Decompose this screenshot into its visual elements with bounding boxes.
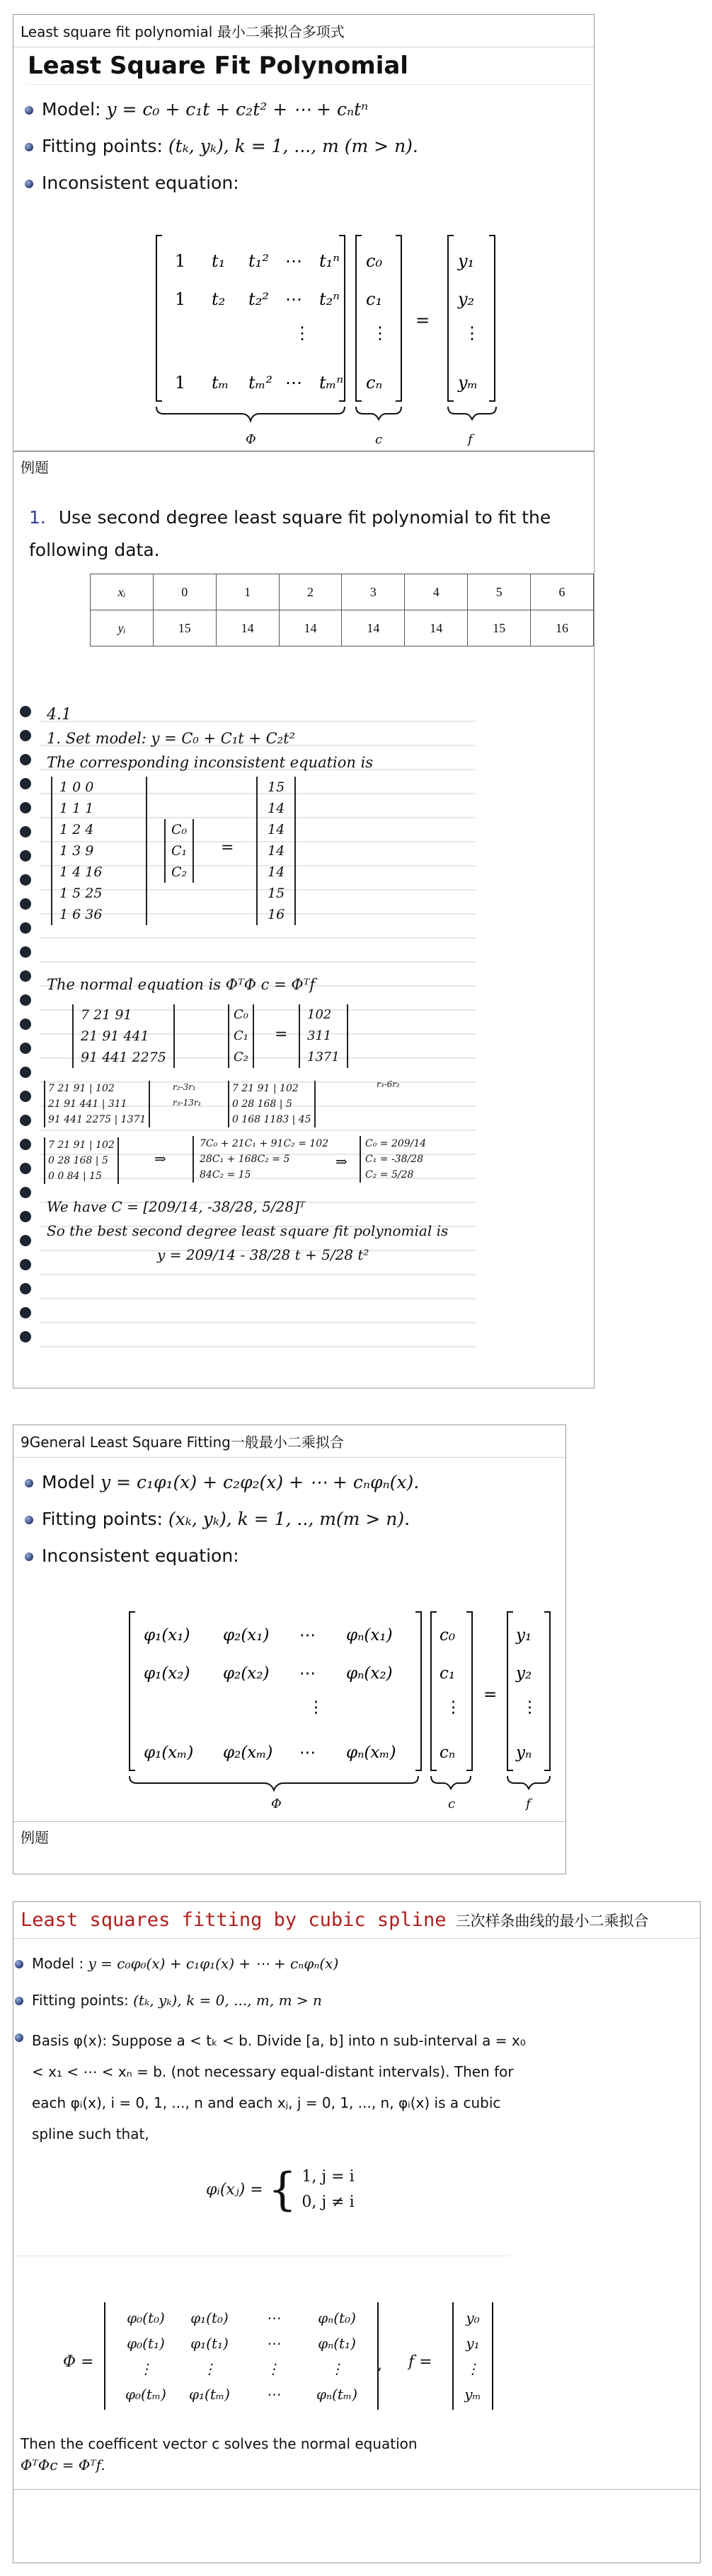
slide-title: Least Square Fit Polynomial (28, 52, 594, 85)
hw-best-fit-text: So the best second degree least square fit polynomial is (47, 1222, 449, 1239)
matrix-cell: ⋮ (202, 2360, 217, 2377)
svg-text:=: = (415, 311, 430, 330)
hw-vector-entry: 16 (268, 907, 285, 922)
hw-matrix-row: 21 91 441 (81, 1028, 149, 1044)
hw-matrix-row: 1 1 1 (59, 801, 94, 816)
matrix-cell: φₙ(t₀) (318, 2309, 356, 2326)
svg-text:c₁: c₁ (440, 1664, 456, 1683)
svg-text:⋯: ⋯ (299, 1626, 316, 1644)
table-cell: 14 (342, 610, 405, 646)
svg-text:φₙ(xₘ): φₙ(xₘ) (346, 1744, 396, 1762)
model-bullet: Model y = c₁φ₁(x) + c₂φ₂(x) + ⋯ + cₙφₙ(x). (23, 1470, 565, 1495)
bullet-list (13, 98, 594, 195)
fitting-points-bullet: Fitting points: (xₖ, yₖ), k = 1, .., m(m > n). (23, 1507, 565, 1531)
svg-text:⋮: ⋮ (522, 1698, 538, 1717)
svg-text:t₂ⁿ: t₂ⁿ (319, 289, 340, 309)
hw-matrix-row: 1 4 16 (59, 864, 103, 880)
table-row (91, 610, 594, 646)
svg-text:tₘ²: tₘ² (248, 373, 272, 393)
binding-hole (20, 1163, 31, 1174)
hw-system-line: 28C₁ + 168C₂ = 5 (200, 1154, 290, 1165)
svg-text:⋯: ⋯ (299, 1664, 316, 1683)
hw-vector-entry: C₂ (171, 864, 188, 880)
svg-text:=: = (483, 1686, 498, 1704)
matrix-cell: φ₀(t₁) (127, 2335, 165, 2352)
table-cell: 14 (405, 610, 468, 646)
table-cell: 3 (342, 574, 405, 610)
hw-matrix-row: 1 6 36 (59, 907, 103, 922)
hw-system-line: 7C₀ + 21C₁ + 91C₂ = 102 (200, 1138, 329, 1149)
matrix-cell: φₙ(tₘ) (316, 2386, 358, 2403)
piecewise-lhs: φᵢ(xⱼ) = (206, 2181, 263, 2199)
table-cell: 5 (468, 574, 531, 610)
hw-vector-entry: C₁ (234, 1028, 248, 1043)
hw-matrix-row: 7 21 91 | 102 (48, 1083, 115, 1094)
svg-text:1: 1 (175, 373, 186, 393)
hw-system-line: 84C₂ = 15 (200, 1169, 251, 1180)
hw-vector-entry: 15 (268, 886, 285, 901)
hw-matrix-row: 7 21 91 | 102 (48, 1139, 115, 1151)
hw-set-model: 1. Set model: y = C₀ + C₁t + C₂t² (47, 730, 295, 747)
binding-hole (20, 778, 31, 789)
svg-text:y₂: y₂ (516, 1664, 532, 1683)
hw-vector-entry: 14 (268, 822, 285, 837)
hw-augmented-2 (228, 1081, 316, 1127)
hw-rhs-vector (299, 1004, 348, 1068)
binding-hole (20, 994, 31, 1006)
slide-cubic-spline-fit: Least squares fitting by cubic spline 三次样条曲线的最小二乘拟合 Model : y = c₀φ₀(x) + c₁φ₁(x) + ⋯ + cₙφₙ(x) Fitting points: (tₖ, yₖ), k = 0, ..., m, m > n Basis φ(x): Suppose a < tₖ < b. Divide [a, b] into n sub-interval a = x₀ < x₁ < ⋯ < xₙ = b. (not necessary equal-distant intervals). Then for each φᵢ(x), i = 0, 1, ..., n and each xⱼ, j = 0, 1, ..., n, φᵢ(x) is a cubic spline such that, φᵢ(xⱼ) = { 1, j = i 0, j ≠ i Φ = φ₀(t₀) φ₁(t₀) ⋯ φₙ(t₀) φ₀(t₁) φ₁(t₁) ⋯ φₙ(t₁) ⋮ ⋮ ⋮ ⋮ φ₀(tₘ) φ₁(tₘ) ⋯ φₙ(tₘ) , f = y₀ y₁ ⋮ yₘ Then the coefficent vector c solves the normal equation ΦᵀΦc = Φᵀf. (13, 1901, 701, 2563)
vector-entry: yₘ (464, 2386, 481, 2403)
inconsistent-bullet: Inconsistent equation: (23, 171, 594, 195)
binding-hole (20, 1043, 31, 1054)
table-cell: 4 (405, 574, 468, 610)
svg-text:c₀: c₀ (366, 251, 383, 271)
hw-vector-entry: 15 (268, 779, 285, 795)
hw-matrix-row: 1 5 25 (59, 886, 103, 901)
hw-matrix-row: 7 21 91 | 102 (232, 1083, 299, 1094)
matrix-cell: φ₁(t₀) (190, 2309, 229, 2326)
svg-text:φ₂(x₂): φ₂(x₂) (223, 1664, 270, 1683)
svg-text:cₙ: cₙ (440, 1744, 456, 1762)
hw-matrix-row: 0 168 1183 | 45 (232, 1114, 311, 1125)
table-cell: 16 (531, 610, 594, 646)
binding-hole (20, 1331, 31, 1342)
svg-text:⋯: ⋯ (299, 1744, 316, 1762)
svg-text:t₂: t₂ (212, 289, 226, 309)
svg-text:⋮: ⋮ (308, 1698, 324, 1717)
matrix-row (114, 2356, 369, 2381)
svg-text:φ₂(x₁): φ₂(x₁) (223, 1626, 270, 1644)
svg-text:φₙ(x₁): φₙ(x₁) (346, 1626, 393, 1644)
f-underbrace-label: f (468, 432, 473, 447)
matrix-cell: φ₀(t₀) (127, 2309, 165, 2326)
problem-text: Use second degree least square fit polynomial to fit the following data. (29, 507, 551, 560)
hw-vector-entry: 102 (307, 1007, 332, 1022)
title-en: Least squares fitting by cubic spline (21, 1909, 447, 1931)
svg-text:⋮: ⋮ (294, 323, 311, 343)
f-label: f = (408, 2353, 432, 2371)
hw-matrix-row: 91 441 2275 (81, 1050, 166, 1065)
hw-solution (360, 1136, 426, 1183)
svg-text:φ₁(xₘ): φ₁(xₘ) (144, 1744, 194, 1762)
matrix-row (114, 2381, 369, 2407)
hw-matrix-row: 21 91 441 | 311 (48, 1098, 127, 1110)
matrix-cell: ⋯ (266, 2335, 280, 2352)
table-cell: 1 (216, 574, 279, 610)
hw-arrow: ⇒ (154, 1150, 166, 1167)
example-label: 例题 (13, 1821, 565, 1851)
matrix-row (114, 2331, 369, 2356)
hw-solution-line: C₁ = -38/28 (365, 1154, 424, 1165)
hw-vector-entry: 311 (307, 1028, 332, 1043)
vector-entry: ⋮ (466, 2360, 480, 2377)
example-label: 例题 (21, 459, 49, 476)
binding-hole (20, 898, 31, 910)
svg-text:t₁²: t₁² (248, 251, 269, 271)
matrix-equation (13, 1595, 567, 1821)
hw-matrix-row: 0 28 168 | 5 (232, 1098, 292, 1110)
f-underbrace-label: f (526, 1797, 531, 1811)
c-underbrace-label: c (375, 432, 383, 447)
hw-solution-line: C₂ = 5/28 (365, 1169, 414, 1180)
fitting-points-bullet: Fitting points: (tₖ, yₖ), k = 1, ..., m (m > n). (23, 134, 594, 158)
matrix-cell: ⋯ (266, 2309, 280, 2326)
hw-we-have: We have C = [209/14, -38/28, 5/28]ᵀ (47, 1198, 306, 1215)
svg-text:t₂²: t₂² (248, 289, 269, 309)
matrix-cell: φ₀(tₘ) (125, 2386, 166, 2403)
table-cell: 0 (153, 574, 216, 610)
binding-hole (20, 802, 31, 813)
c-underbrace-label: c (448, 1797, 456, 1811)
hw-vector-entry: 14 (268, 843, 285, 859)
svg-text:c₁: c₁ (366, 289, 383, 309)
conclusion-text: Then the coefficent vector c solves the normal equation (21, 2435, 418, 2452)
matrix-cell: ⋮ (139, 2360, 153, 2377)
table-cell: 6 (531, 574, 594, 610)
hw-equals: = (275, 1026, 288, 1043)
hw-c-vector (164, 819, 194, 883)
phi-underbrace-label: Φ (271, 1797, 282, 1811)
hw-matrix-row: 0 28 168 | 5 (48, 1155, 108, 1166)
svg-text:c₀: c₀ (440, 1626, 456, 1644)
divider (13, 2489, 700, 2490)
binding-hole (20, 1019, 31, 1030)
hw-vector-entry: C₀ (234, 1007, 248, 1022)
hw-matrix-row: 1 2 4 (59, 822, 94, 837)
binding-hole (20, 922, 31, 934)
svg-text:⋯: ⋯ (285, 251, 302, 271)
phi-underbrace-label: Φ (246, 432, 256, 447)
svg-text:t₁ⁿ: t₁ⁿ (319, 251, 340, 271)
binding-hole (20, 706, 31, 717)
hw-section-number: 4.1 (47, 706, 71, 724)
binding-hole (20, 946, 31, 958)
piecewise-case-2: 0, j ≠ i (302, 2193, 355, 2211)
problem-number: 1. (29, 507, 46, 528)
svg-text:tₘ: tₘ (212, 373, 229, 393)
model-bullet: Model : y = c₀φ₀(x) + c₁φ₁(x) + ⋯ + cₙφₙ(x) (13, 1951, 700, 1975)
svg-text:t₁: t₁ (212, 251, 226, 271)
basis-bullet: Basis φ(x): Suppose a < tₖ < b. Divide [a, b] into n sub-interval a = x₀ < x₁ < ⋯ < xₙ = b. (not necessary equal-distant intervals). Then for each φᵢ(x), i = 0, 1, ..., n and each xⱼ, j = 0, 1, ..., n, φᵢ(x) is a cubic spline such that, (13, 2025, 527, 2149)
hw-row-ops (173, 1079, 201, 1110)
hw-vector-entry: C₀ (171, 822, 188, 837)
bullet-list (13, 1470, 565, 1568)
hw-augmented-1 (44, 1081, 150, 1127)
hw-vector-entry: 14 (268, 864, 285, 880)
binding-hole (20, 1211, 31, 1222)
hw-normal-matrix (72, 1004, 175, 1068)
hw-f-vector (256, 777, 296, 925)
svg-text:yₙ: yₙ (516, 1744, 532, 1762)
binding-hole (20, 826, 31, 837)
row-header-y: yᵢ (91, 610, 154, 646)
hw-matrix-row: 0 0 84 | 15 (48, 1171, 102, 1182)
svg-text:⋮: ⋮ (464, 323, 481, 343)
hw-op: r₂-3r₁ (173, 1082, 196, 1092)
svg-text:1: 1 (175, 289, 186, 309)
slide-polynomial-fit (13, 14, 595, 451)
matrix-cell: φ₁(tₘ) (189, 2386, 230, 2403)
matrix-cell: φ₁(t₁) (190, 2335, 229, 2352)
binding-hole (20, 730, 31, 741)
binding-hole (20, 970, 31, 982)
binding-hole (20, 850, 31, 861)
hw-normal-equation-text: The normal equation is ΦᵀΦ c = Φᵀf (47, 976, 316, 993)
table-row (91, 574, 594, 610)
vector-entry: y₁ (466, 2335, 480, 2352)
hw-matrix-row: 7 21 91 (81, 1007, 132, 1023)
svg-text:1: 1 (175, 251, 186, 271)
svg-text:y₁: y₁ (516, 1626, 532, 1644)
binding-hole (20, 1187, 31, 1198)
hw-vector-entry: C₁ (171, 843, 188, 859)
hw-linear-system (193, 1136, 328, 1183)
svg-text:yₘ: yₘ (458, 373, 478, 393)
vector-entry: y₀ (466, 2309, 480, 2326)
hw-augmented-3 (44, 1137, 119, 1184)
svg-text:φ₁(x₁): φ₁(x₁) (144, 1626, 190, 1644)
phi-matrix (104, 2302, 379, 2410)
matrix-cell: ⋮ (330, 2360, 344, 2377)
binding-hole (20, 1067, 31, 1078)
svg-text:φₙ(x₂): φₙ(x₂) (346, 1664, 393, 1683)
binding-hole (20, 1259, 31, 1270)
data-table (90, 574, 594, 646)
table-cell: 14 (279, 610, 342, 646)
svg-text:y₂: y₂ (458, 289, 475, 309)
table-cell: 15 (468, 610, 531, 646)
hw-vector-entry: 1371 (307, 1050, 340, 1064)
svg-text:y₁: y₁ (458, 251, 475, 271)
hw-op: r₃-13r₁ (173, 1098, 202, 1108)
hw-matrix-row: 91 441 2275 | 1371 (48, 1114, 147, 1125)
hw-arrow: ⇒ (335, 1153, 348, 1170)
bullet-list (13, 1951, 700, 2149)
svg-text:⋯: ⋯ (285, 373, 302, 393)
binding-hole (20, 1115, 31, 1126)
phi-label: Φ = (63, 2353, 94, 2371)
table-cell: 14 (216, 610, 279, 646)
hw-matrix-row: 1 3 9 (59, 843, 94, 859)
hw-row-op-3: r₃-6r₂ (377, 1079, 400, 1089)
title-cn: 三次样条曲线的最小二乘拟合 (455, 1913, 649, 1930)
svg-text:⋯: ⋯ (285, 289, 302, 309)
hw-phi-matrix (51, 777, 147, 925)
binding-hole (20, 1235, 31, 1246)
hw-vector-entry: 14 (268, 801, 285, 816)
matrix-cell: ⋮ (266, 2360, 280, 2377)
table-cell: 2 (279, 574, 342, 610)
handwritten-notes (16, 700, 483, 1362)
table-cell: 15 (153, 610, 216, 646)
svg-text:tₘⁿ: tₘⁿ (319, 373, 344, 393)
normal-equation: ΦᵀΦc = Φᵀf. (21, 2456, 105, 2473)
slide-title (13, 1902, 700, 1939)
svg-text:⋮: ⋮ (445, 1698, 461, 1717)
hw-matrix-row: 1 0 0 (59, 779, 94, 795)
slide-header: Least square fit polynomial 最小二乘拟合多项式 (13, 15, 594, 47)
hw-solution-line: C₀ = 209/14 (365, 1138, 427, 1149)
svg-text:cₙ: cₙ (366, 373, 383, 393)
svg-text:⋮: ⋮ (372, 323, 389, 343)
hw-vector-entry: C₂ (234, 1050, 248, 1064)
inconsistent-bullet: Inconsistent equation: (23, 1544, 565, 1568)
binding-hole (20, 754, 31, 765)
fitting-points-bullet: Fitting points: (tₖ, yₖ), k = 0, ..., m, m > n (13, 1988, 700, 2012)
binding-hole (20, 1283, 31, 1294)
matrix-cell: φₙ(t₁) (318, 2335, 356, 2352)
problem-statement (29, 501, 581, 567)
hw-c-vector-2 (228, 1004, 254, 1068)
svg-text:φ₁(x₂): φ₁(x₂) (144, 1664, 190, 1683)
piecewise-definition: φᵢ(xⱼ) = { 1, j = i 0, j ≠ i (206, 2164, 355, 2216)
slide-header: 9General Least Square Fitting一般最小二乘拟合 (13, 1425, 565, 1458)
slide-general-fit (13, 1425, 566, 1874)
binding-hole (20, 1091, 31, 1102)
matrix-cell: ⋯ (266, 2386, 280, 2403)
matrix-equation (13, 221, 595, 448)
binding-hole (20, 1139, 31, 1150)
model-bullet: Model: y = c₀ + c₁t + c₂t² + ⋯ + cₙtⁿ (23, 98, 594, 122)
binding-hole (20, 1307, 31, 1318)
hw-inconsistent-text: The corresponding inconsistent equation is (47, 754, 374, 771)
f-vector (452, 2302, 493, 2410)
binding-hole (20, 874, 31, 886)
piecewise-case-1: 1, j = i (302, 2168, 355, 2186)
hw-final-polynomial: y = 209/14 - 38/28 t + 5/28 t² (157, 1246, 369, 1263)
row-header-x: xᵢ (91, 574, 154, 610)
matrix-row (114, 2305, 369, 2331)
svg-text:φ₂(xₘ): φ₂(xₘ) (223, 1744, 273, 1762)
hw-equals: = (221, 839, 234, 857)
